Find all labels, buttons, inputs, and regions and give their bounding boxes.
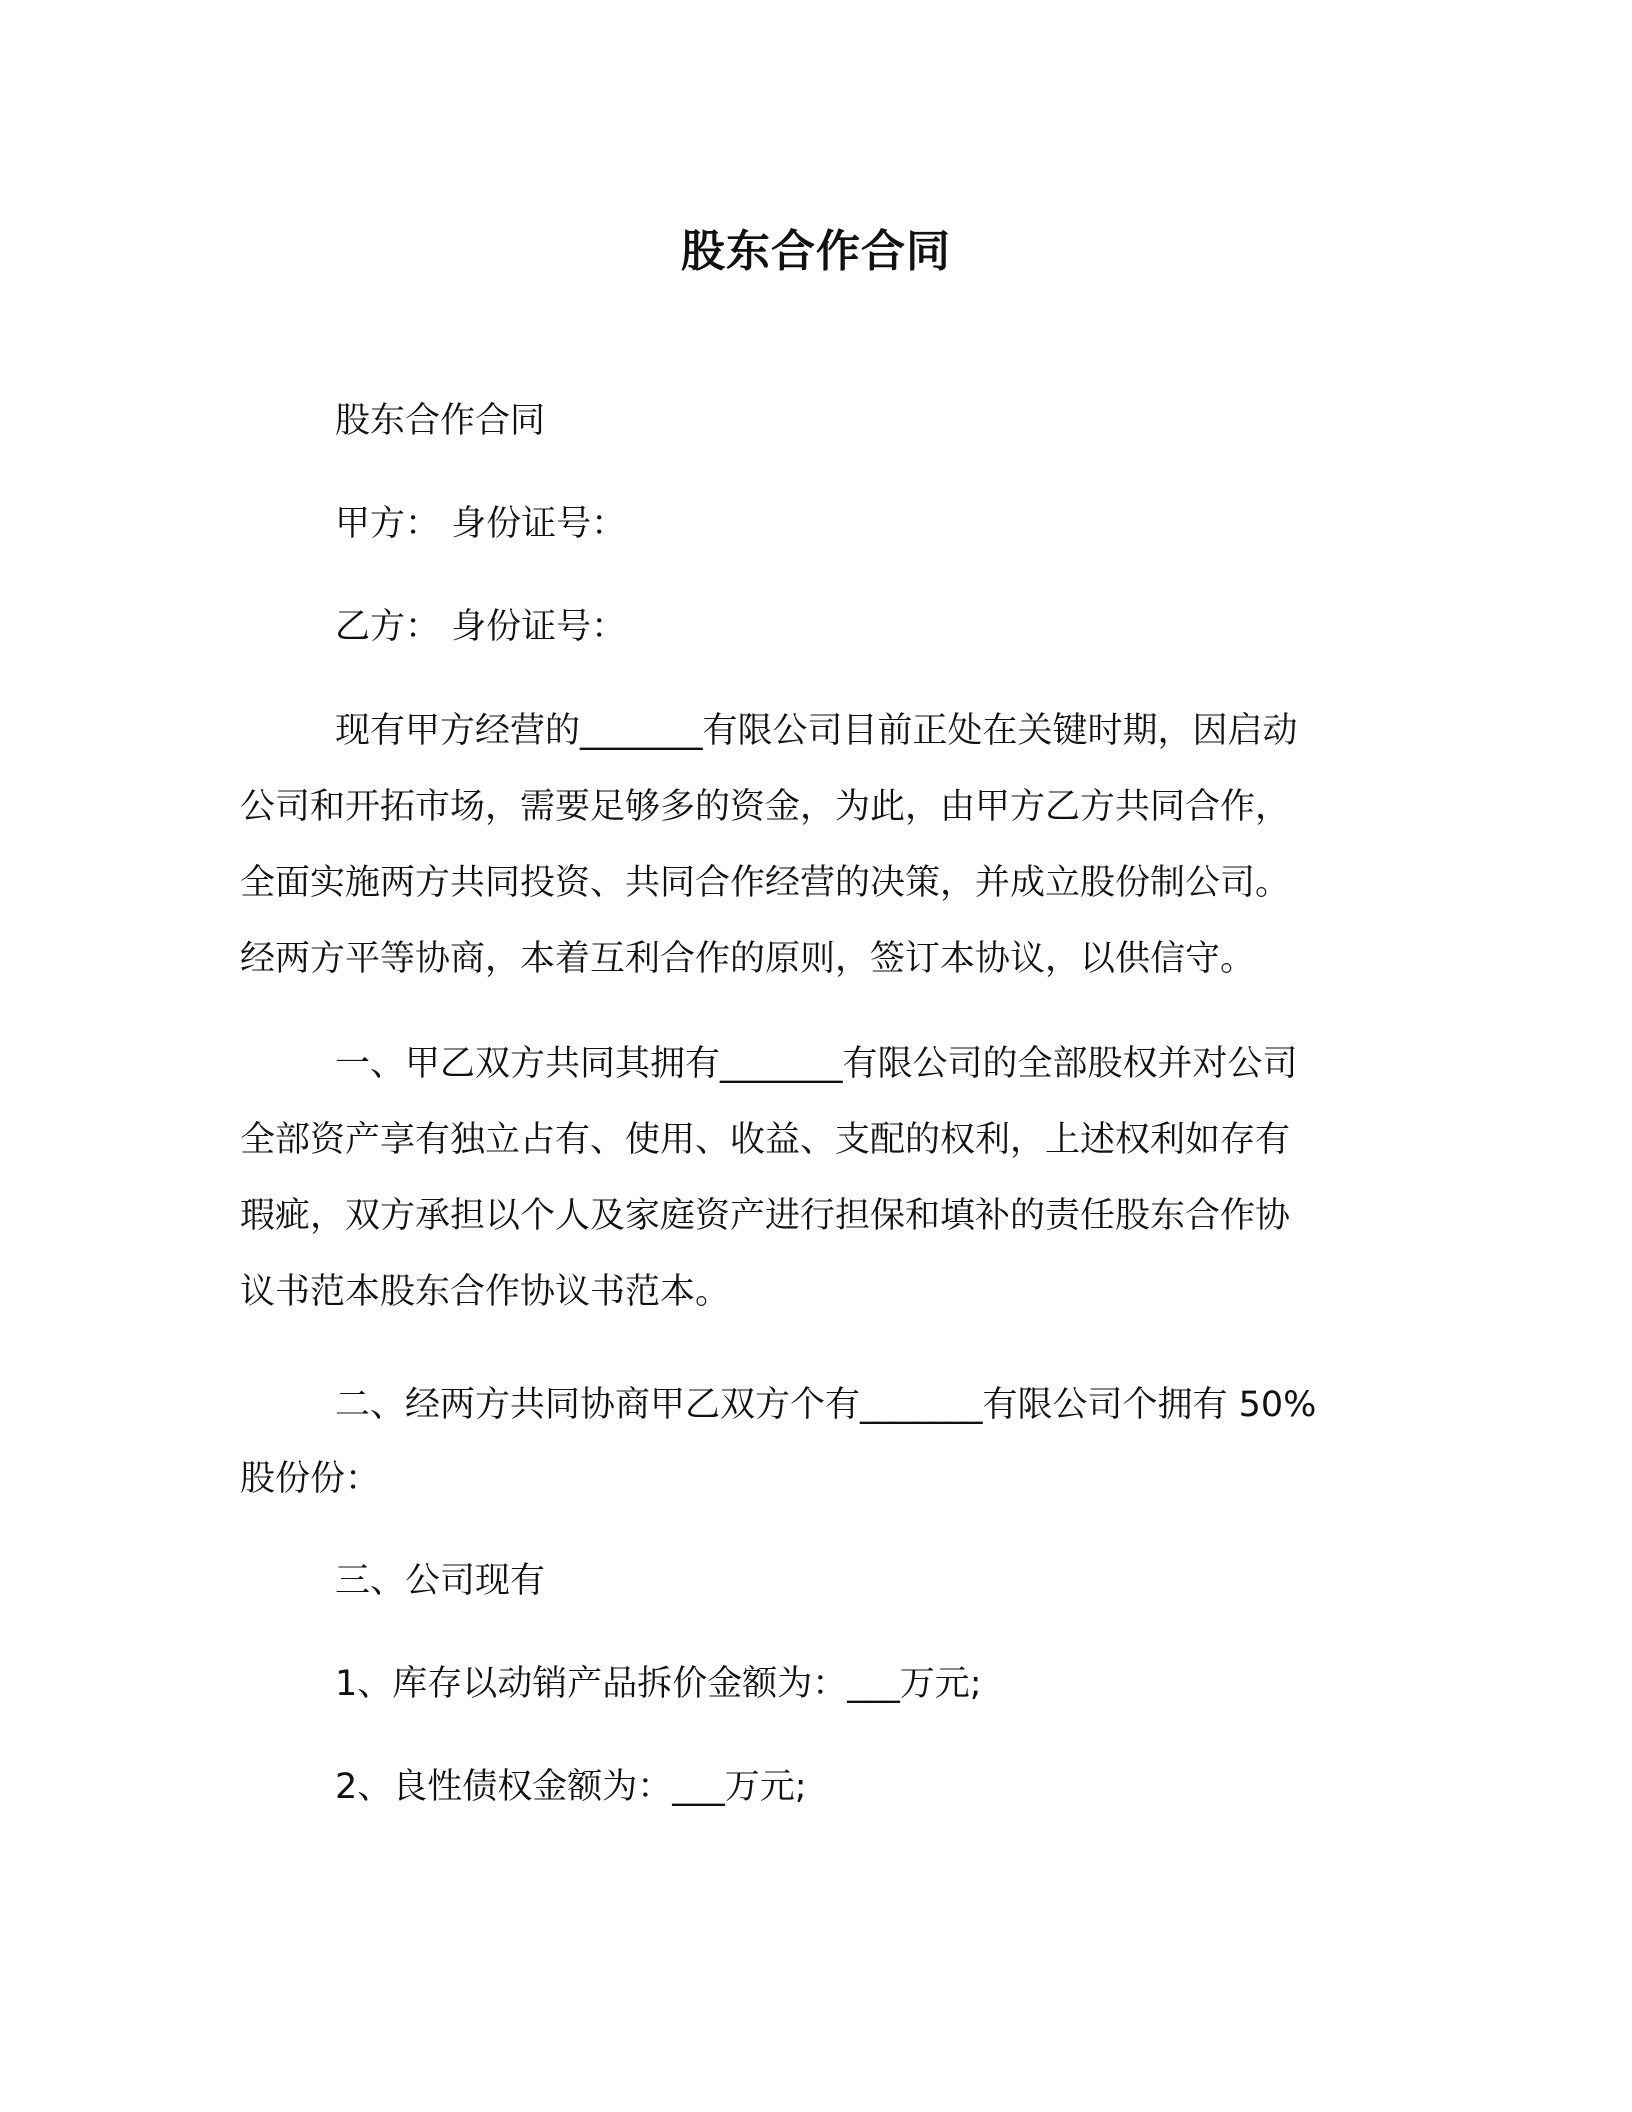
clause-2-line-1: 二、经两方共同协商甲乙双方个有_______有限公司个拥有 50%	[335, 1385, 1317, 1425]
clause-2-line-2: 股份份：	[240, 1459, 381, 1499]
clause-1-line-4: 议书范本股东合作协议书范本。	[240, 1272, 731, 1312]
intro-line-4: 经两方平等协商，本着互利合作的原则，签订本协议，以供信守。	[240, 939, 1256, 979]
intro-line-3: 全面实施两方共同投资、共同合作经营的决策，并成立股份制公司。	[240, 863, 1291, 903]
clause-3-item-2: 2、良性债权金额为：___万元;	[335, 1767, 807, 1807]
party-a-line: 甲方： 身份证号：	[335, 504, 627, 544]
document-title: 股东合作合同	[681, 226, 951, 277]
clause-1-line-2: 全部资产享有独立占有、使用、收益、支配的权利，上述权利如存有	[240, 1120, 1291, 1160]
intro-line-2: 公司和开拓市场，需要足够多的资金，为此，由甲方乙方共同合作，	[240, 787, 1291, 827]
clause-3-line: 三、公司现有	[335, 1561, 546, 1601]
party-b-line: 乙方： 身份证号：	[335, 607, 627, 647]
clause-1-line-3: 瑕疵，双方承担以个人及家庭资产进行担保和填补的责任股东合作协	[240, 1196, 1291, 1236]
clause-1-line-1: 一、甲乙双方共同其拥有_______有限公司的全部股权并对公司	[335, 1044, 1298, 1084]
intro-line-1: 现有甲方经营的_______有限公司目前正处在关键时期，因启动	[335, 711, 1298, 751]
clause-3-item-1: 1、库存以动销产品拆价金额为：___万元;	[335, 1664, 982, 1704]
contract-subtitle: 股东合作合同	[335, 401, 546, 441]
